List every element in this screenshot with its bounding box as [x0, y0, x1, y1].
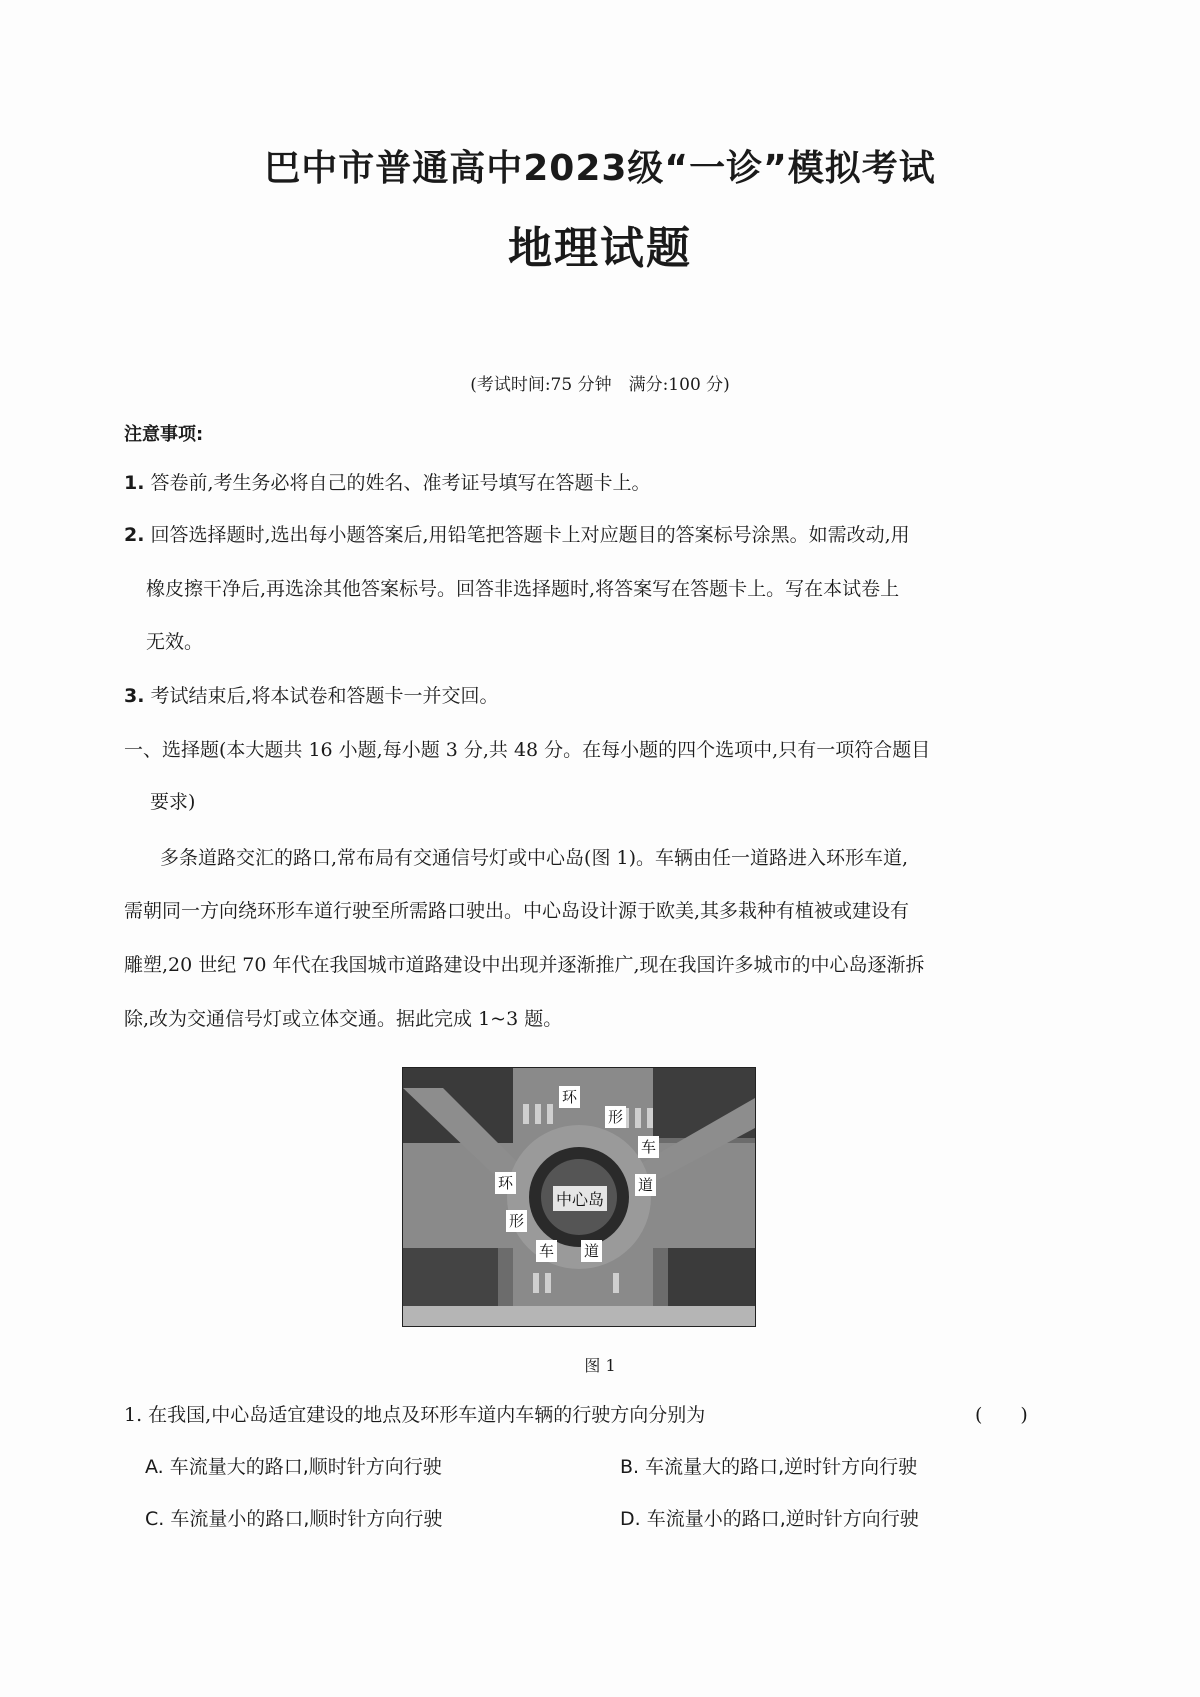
option-b: B. 车流量大的路口,逆时针方向行驶 [620, 1456, 918, 1478]
question-1-stem: 1. 在我国,中心岛适宜建设的地点及环形车道内车辆的行驶方向分别为 [124, 1404, 706, 1426]
center-island-label: 中心岛 [553, 1186, 607, 1211]
ring-lane-char: 车 [536, 1240, 557, 1262]
notice-item-text: 答卷前,考生务必将自己的姓名、准考证号填写在答题卡上。 [150, 472, 651, 494]
passage-line-1: 多条道路交汇的路口,常布局有交通信号灯或中心岛(图 1)。车辆由任一道路进入环形车道, [160, 847, 909, 869]
answer-blank: ( ) [975, 1404, 1028, 1426]
notice-item-3 [124, 681, 499, 708]
option-c: C. 车流量小的路口,顺时针方向行驶 [145, 1508, 443, 1530]
passage-line-4: 除,改为交通信号灯或立体交通。据此完成 1~3 题。 [124, 1008, 563, 1030]
passage-line-2: 需朝同一方向绕环形车道行驶至所需路口驶出。中心岛设计源于欧美,其多栽种有植被或建设有 [124, 900, 910, 922]
figure-caption: 图 1 [584, 1356, 616, 1375]
section-heading-line2: 要求) [150, 791, 196, 813]
notice-item-2-line2: 橡皮擦干净后,再选涂其他答案标号。回答非选择题时,将答案写在答题卡上。写在本试卷上 [146, 578, 900, 600]
ring-lane-char: 形 [605, 1106, 626, 1128]
notice-item-1 [124, 468, 651, 495]
ring-lane-char: 环 [559, 1086, 580, 1108]
roundabout-photo [402, 1067, 756, 1327]
ring-lane-char: 形 [506, 1210, 527, 1232]
notice-item-2-line3: 无效。 [146, 631, 204, 653]
notice-item-text: 回答选择题时,选出每小题答案后,用铅笔把答题卡上对应题目的答案标号涂黑。如需改动,用 [150, 524, 910, 546]
option-d: D. 车流量小的路口,逆时针方向行驶 [620, 1508, 919, 1530]
notice-item-number: 3. [124, 685, 145, 707]
notice-item-number: 1. [124, 472, 145, 494]
exam-info: (考试时间:75 分钟 满分:100 分) [470, 375, 730, 395]
ring-lane-char: 车 [638, 1136, 659, 1158]
ring-lane-char: 道 [581, 1240, 602, 1262]
notice-heading: 注意事项: [124, 424, 204, 445]
ring-lane-char: 道 [635, 1174, 656, 1196]
notice-item-number: 2. [124, 524, 145, 546]
option-a: A. 车流量大的路口,顺时针方向行驶 [145, 1456, 442, 1478]
notice-item-text: 考试结束后,将本试卷和答题卡一并交回。 [150, 685, 499, 707]
section-heading: 一、选择题(本大题共 16 小题,每小题 3 分,共 48 分。在每小题的四个选项中,只有一项符合题目 [124, 739, 931, 761]
passage-line-3: 雕塑,20 世纪 70 年代在我国城市道路建设中出现并逐渐推广,现在我国许多城市的中心岛逐渐拆 [124, 954, 925, 976]
exam-subject-title: 地理试题 [508, 223, 692, 274]
ring-lane-char: 环 [495, 1172, 516, 1194]
exam-title: 巴中市普通高中2023级“一诊”模拟考试 [264, 148, 936, 189]
notice-item-2 [124, 520, 910, 547]
